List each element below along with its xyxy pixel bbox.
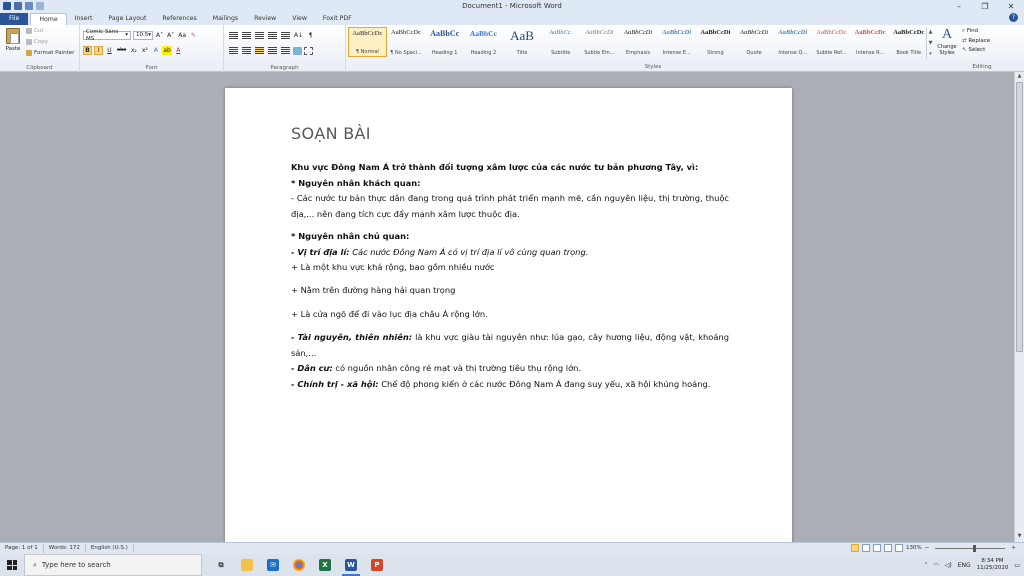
style-name: Title <box>516 50 528 56</box>
font-color-button[interactable]: A <box>176 47 181 54</box>
paragraph-group <box>224 25 346 72</box>
paragraph-objective-body: - Các nước tư bản thực dân đang trong quá trình phát triển mạnh mẽ, cần nguyên liệu, thị trường, thuộc địa,... nên đang tích cực đẩy mạnh xâm lược thuộc địa. <box>291 193 729 219</box>
paragraph-politics <box>291 377 729 393</box>
title-bar <box>0 0 1024 12</box>
style-strong[interactable] <box>696 27 735 57</box>
editing-group <box>962 28 990 53</box>
excel-icon[interactable]: X <box>312 554 338 576</box>
replace-button[interactable] <box>962 38 990 44</box>
document-page[interactable] <box>225 88 792 542</box>
quick-access-toolbar <box>0 2 44 10</box>
tab-mailings[interactable]: Mailings <box>212 15 239 22</box>
system-tray <box>924 554 1024 576</box>
print-layout-icon[interactable] <box>851 544 859 552</box>
style-sample: AaBbCcDc <box>391 29 421 36</box>
style-sample: AaBbCcDc <box>352 30 383 37</box>
paragraph-location <box>291 245 729 261</box>
outline-icon[interactable] <box>884 544 892 552</box>
tab-insert[interactable]: Insert <box>74 15 93 22</box>
powerpoint-icon[interactable]: P <box>364 554 390 576</box>
font-size-combo[interactable] <box>133 31 153 40</box>
style-name: Subtle Ref... <box>816 50 847 56</box>
font-group <box>80 25 224 72</box>
style-name: Strong <box>707 50 724 56</box>
tab-view[interactable]: View <box>292 15 307 22</box>
style-heading-2[interactable] <box>464 27 503 57</box>
style-name: Book Title <box>896 50 922 56</box>
style-name: ¶ No Spaci... <box>390 50 422 56</box>
styles-gallery-scroll[interactable] <box>926 27 934 59</box>
style-sample: AaBbCcDi <box>700 29 731 36</box>
font-name-value: Comic Sans MS <box>86 28 119 42</box>
replace-icon: ⇄ <box>962 38 969 44</box>
paste-button[interactable] <box>4 28 22 58</box>
change-styles-icon: A <box>941 27 953 42</box>
underline-button[interactable]: U <box>107 47 112 54</box>
chrome-icon[interactable] <box>286 554 312 576</box>
search-icon: ⌕ <box>33 560 37 569</box>
search-placeholder: Type here to search <box>41 561 111 569</box>
style-name: Quote <box>746 50 762 56</box>
style-sample: AaBbCcDc <box>816 29 847 36</box>
clock-time: 8:34 PM <box>981 558 1004 564</box>
style-intense-quote[interactable] <box>773 27 812 57</box>
style-name: Heading 2 <box>470 50 497 56</box>
start-button[interactable] <box>0 554 24 576</box>
paste-label: Paste <box>5 46 21 52</box>
cut-label: Cut <box>34 28 44 34</box>
style-name: Intense E... <box>662 50 691 56</box>
file-explorer-icon[interactable] <box>234 554 260 576</box>
font-group-label: Font <box>145 65 158 71</box>
clipboard-group <box>0 25 80 72</box>
show-formatting-button[interactable]: ¶ <box>308 32 313 39</box>
window-title: Document1 - Microsoft Word <box>462 2 562 10</box>
scissors-icon <box>26 28 32 34</box>
paragraph-row-2 <box>228 46 313 55</box>
cut-button[interactable] <box>26 28 43 34</box>
politics-label: - Chính trị - xã hội: <box>291 378 379 389</box>
select-icon: ↖ <box>962 47 969 53</box>
scrollbar-thumb[interactable] <box>1016 82 1023 352</box>
document-title: SOẠN BÀI <box>291 124 371 143</box>
zoom-in-button[interactable]: + <box>1011 545 1016 551</box>
editing-group-label: Editing <box>972 64 992 70</box>
taskbar-search[interactable] <box>24 554 202 576</box>
grow-font-button[interactable]: A˄ <box>156 32 164 39</box>
line-spacing-icon[interactable] <box>281 47 290 54</box>
style-book-title[interactable] <box>889 27 928 57</box>
paragraph-sea-route: + Nằm trên đường hàng hải quan trọng <box>291 285 456 295</box>
tab-references[interactable]: References <box>162 15 197 22</box>
taskbar-apps <box>208 554 390 576</box>
style-sample: AaBbCcDi <box>585 29 614 36</box>
style-sample: AaBbCc <box>469 29 497 38</box>
language-indicator[interactable]: English (U.S.) <box>86 544 134 553</box>
window-controls <box>946 0 1024 12</box>
scroll-down-icon[interactable]: ▼ <box>1017 533 1022 539</box>
text-effects-button[interactable]: A <box>153 47 158 54</box>
styles-gallery <box>348 27 928 61</box>
find-button[interactable] <box>962 28 990 35</box>
borders-icon[interactable] <box>304 47 313 55</box>
paragraph-row-1 <box>228 31 315 40</box>
change-styles-label: Change Styles <box>937 44 957 56</box>
binoculars-icon: ⌕ <box>962 28 967 34</box>
style-subtitle[interactable] <box>541 27 580 57</box>
change-styles-button[interactable] <box>936 27 958 56</box>
numbering-icon[interactable] <box>242 32 251 39</box>
increase-indent-icon[interactable] <box>281 32 290 39</box>
style-quote[interactable] <box>735 27 774 57</box>
word-app-icon <box>3 2 11 10</box>
style-sample: AaBbCcDc <box>893 29 925 36</box>
word-count[interactable]: Words: 172 <box>44 544 86 553</box>
paragraph-gateway: + Là cửa ngõ để đi vào lục địa châu Á rộng lớn. <box>291 309 488 319</box>
select-button[interactable] <box>962 47 990 53</box>
help-icon[interactable]: ? <box>1009 13 1018 22</box>
paragraph-intro: Khu vực Đông Nam Á trở thành đối tượng xâm lược của các nước tư bản phương Tây, vì: <box>291 162 699 172</box>
scroll-up-icon[interactable]: ▲ <box>1017 73 1022 79</box>
bullets-icon[interactable] <box>229 32 238 39</box>
tab-foxit-pdf[interactable]: Foxit PDF <box>322 15 352 22</box>
vertical-scrollbar[interactable] <box>1014 72 1024 542</box>
find-label: Find <box>966 28 979 34</box>
network-icon[interactable]: ◠ <box>933 561 939 569</box>
chevron-down-icon: ▾ <box>148 32 152 38</box>
style-name: Emphasis <box>626 50 651 56</box>
change-case-button[interactable]: Aa <box>178 32 186 39</box>
style-name: Heading 1 <box>431 50 458 56</box>
style-sample: AaBbCcDi <box>778 29 808 36</box>
style-sample: AaBbCcDi <box>739 29 769 36</box>
page-count[interactable]: Page: 1 of 1 <box>0 544 44 553</box>
location-label: - Vị trí địa lí: <box>291 246 350 257</box>
status-bar <box>0 542 1024 554</box>
style-sample: AaBbCcDi <box>662 29 692 36</box>
zoom-level[interactable]: 130% <box>906 545 922 551</box>
shading-icon[interactable] <box>293 47 302 55</box>
clock[interactable] <box>977 558 1009 572</box>
ribbon <box>0 25 1024 72</box>
style-name: Intense Q... <box>778 50 808 56</box>
chevron-up-icon[interactable]: ▲ <box>928 29 933 36</box>
superscript-button[interactable]: x² <box>141 47 148 54</box>
subscript-button[interactable]: x₂ <box>130 47 137 54</box>
clear-formatting-button[interactable]: ✎ <box>190 32 197 39</box>
chevron-down-icon[interactable]: ▼ <box>928 39 933 46</box>
tab-page-layout[interactable]: Page Layout <box>108 15 147 22</box>
language-tray[interactable]: ENG <box>957 561 971 569</box>
style-normal[interactable] <box>348 27 387 57</box>
paintbrush-icon <box>26 50 32 56</box>
clipboard-group-label: Clipboard <box>26 65 53 71</box>
population-text: có nguồn nhân công rẻ mạt và thị trường tiêu thụ rộng lớn. <box>332 363 582 373</box>
draft-icon[interactable] <box>895 544 903 552</box>
style-subtle-emphasis[interactable] <box>580 27 619 57</box>
italic-button[interactable]: I <box>94 46 103 55</box>
sort-button[interactable]: A↓ <box>294 32 304 39</box>
more-icon[interactable]: ▾ <box>929 50 932 57</box>
style-intense-reference[interactable] <box>851 27 890 57</box>
align-center-icon[interactable] <box>242 47 251 54</box>
paragraph-population <box>291 361 729 377</box>
location-text: Các nước Đông Nam Á có vị trí địa lí vô cùng quan trọng. <box>349 246 589 257</box>
zoom-slider-knob[interactable] <box>973 545 976 552</box>
font-name-combo[interactable] <box>83 28 131 42</box>
word-icon[interactable]: W <box>338 554 364 576</box>
style-name: Subtle Em... <box>584 50 615 56</box>
format-painter-button[interactable] <box>26 50 74 56</box>
view-controls <box>851 544 1016 552</box>
tab-home[interactable]: Home <box>30 13 66 25</box>
decrease-indent-icon[interactable] <box>268 32 277 39</box>
style-name: ¶ Normal <box>355 49 379 55</box>
style-sample: AaBbCc <box>430 29 460 38</box>
style-sample: AaB <box>510 29 534 43</box>
shrink-font-button[interactable]: A˅ <box>167 32 175 39</box>
paragraph-group-label: Paragraph <box>270 65 299 71</box>
paragraph-large-area: + Là một khu vực khá rộng, bao gồm nhiều nước <box>291 262 495 272</box>
resources-label: - Tài nguyên, thiên nhiên: <box>291 332 413 342</box>
styles-group-label: Styles <box>644 64 662 70</box>
undo-icon[interactable] <box>25 2 33 10</box>
population-label: - Dân cư: <box>291 363 333 373</box>
justify-icon[interactable] <box>268 47 277 54</box>
paragraph-objective-heading: * Nguyên nhân khách quan: <box>291 177 421 188</box>
notifications-icon[interactable]: ▭ <box>1014 561 1020 569</box>
full-screen-icon[interactable] <box>862 544 870 552</box>
restore-button[interactable]: ❐ <box>981 1 989 11</box>
chevron-down-icon: ▾ <box>125 32 128 38</box>
tab-review[interactable]: Review <box>254 15 277 22</box>
style-no-spacing[interactable] <box>387 27 426 57</box>
style-intense-emphasis[interactable] <box>657 27 696 57</box>
style-sample: AaBbCcDc <box>854 29 886 36</box>
redo-icon[interactable] <box>36 2 44 10</box>
resources-text: là khu vực giàu tài nguyên như: lúa gạo, cây hương liệu, động vật, khoáng sản,... <box>291 332 729 358</box>
highlight-button[interactable]: ab <box>163 47 171 54</box>
minimize-button[interactable]: – <box>957 1 961 11</box>
clock-date: 11/25/2020 <box>976 565 1009 571</box>
style-heading-1[interactable] <box>425 27 464 57</box>
multilevel-list-icon[interactable] <box>255 32 264 39</box>
web-layout-icon[interactable] <box>873 544 881 552</box>
style-name: Intense R... <box>855 50 885 56</box>
close-button[interactable]: ✕ <box>1007 1 1015 11</box>
clipboard-icon <box>6 28 20 44</box>
copy-button[interactable] <box>26 39 48 45</box>
copy-label: Copy <box>34 39 48 45</box>
format-painter-label: Format Painter <box>34 50 75 56</box>
style-subtle-reference[interactable] <box>812 27 851 57</box>
align-right-icon[interactable] <box>255 47 264 54</box>
bold-button[interactable]: B <box>83 46 92 55</box>
style-sample: AaBbCcDi <box>623 29 653 36</box>
style-title[interactable] <box>503 27 542 57</box>
font-row-2 <box>83 46 183 55</box>
show-hidden-icons-icon[interactable]: ˄ <box>924 561 928 569</box>
style-emphasis[interactable] <box>619 27 658 57</box>
windows-taskbar <box>0 554 1024 576</box>
task-view-icon[interactable]: ⧉ <box>218 560 224 569</box>
save-icon[interactable] <box>14 2 22 10</box>
style-sample: AaBbCc. <box>549 29 573 36</box>
tab-file[interactable]: File <box>0 13 28 25</box>
windows-logo-icon <box>7 560 17 570</box>
select-label: Select <box>968 47 986 53</box>
align-left-icon[interactable] <box>229 47 238 54</box>
paragraph-resources <box>291 330 729 361</box>
strikethrough-button[interactable]: abe <box>117 47 127 53</box>
font-size-value: 10.5 <box>136 32 149 38</box>
font-row-1 <box>83 28 198 42</box>
paragraph-subjective-heading: * Nguyên nhân chủ quan: <box>291 231 410 241</box>
document-workspace <box>0 72 1014 542</box>
copy-icon <box>26 39 32 45</box>
politics-text: Chế độ phong kiến ở các nước Đông Nam Á đang suy yếu, xã hội khủng hoảng. <box>378 378 711 389</box>
replace-label: Replace <box>968 38 991 44</box>
mail-icon[interactable]: ✉ <box>260 554 286 576</box>
ribbon-tabs <box>0 12 1024 25</box>
style-name: Subtitle <box>551 50 571 56</box>
zoom-slider[interactable] <box>935 548 1005 549</box>
volume-icon[interactable]: ◁) <box>944 561 952 569</box>
zoom-out-button[interactable]: − <box>924 545 930 551</box>
